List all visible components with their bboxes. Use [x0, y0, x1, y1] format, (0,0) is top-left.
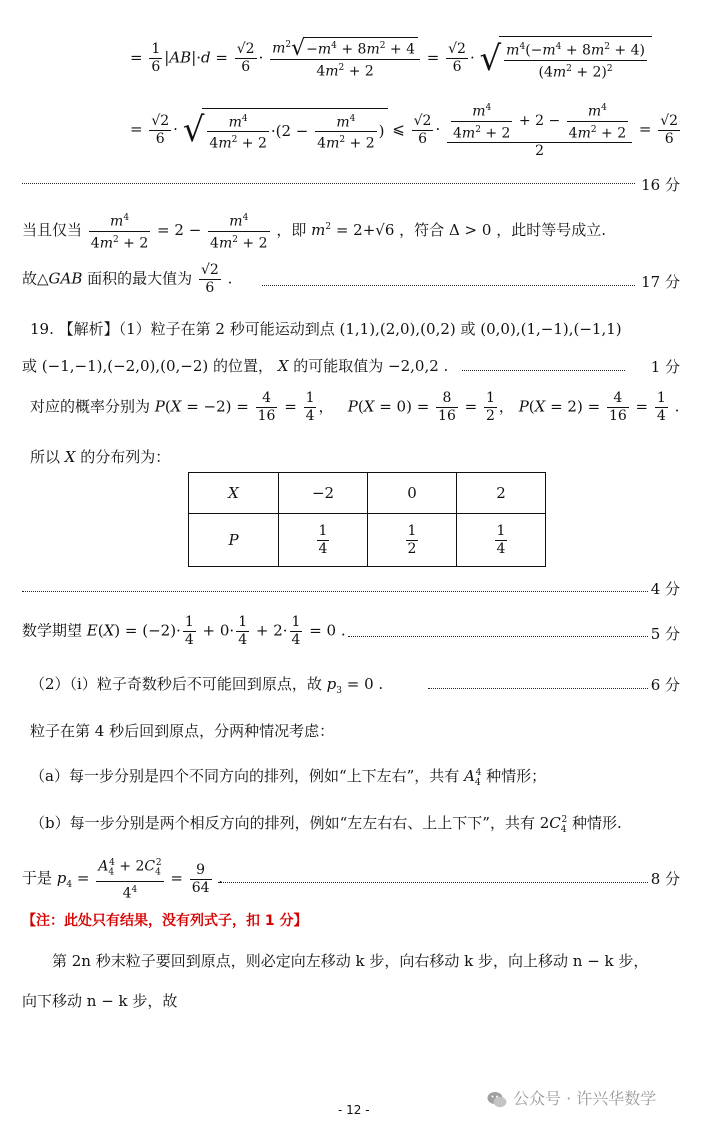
dotted-leader	[218, 882, 648, 883]
expectation-text: 数学期望	[22, 621, 83, 640]
equality-text-b: ，即	[276, 221, 307, 240]
table-header-cell: 0	[368, 473, 457, 514]
score-8: 8 分	[650, 870, 680, 888]
formula-line-1: = $\frac{1}{6}$ |AB|·d = $\frac{√2}{6}$ · $\frac{m^2√-m^4 + 8m^2 + 4}{4m^2 + 2}$ = $\frac{√2}{6}$ · √ $\frac{m^4(-m^4 + 8m^2 + 4)}{(4m^2 + 2)^2}$	[130, 36, 652, 81]
table-cell: $\frac{1}{4}$	[279, 514, 368, 567]
part2-text: （2）（i）粒子奇数秒后不可能回到原点，故	[30, 675, 322, 693]
prob-intro: 对应的概率分别为	[30, 397, 151, 416]
q19-part1-line	[30, 318, 622, 339]
page-number: - 12 -	[338, 1103, 370, 1117]
score-16: 16 分	[641, 176, 680, 194]
q19-line2: 或 (−1,−1),(−2,0),(0,−2) 的位置， X 的可能取值为 −2,0,2 .	[22, 357, 449, 375]
max-area-line: 故△GAB 面积的最大值为 $\frac{√2}{6}$ .	[22, 262, 233, 296]
case-a-line: （a）每一步分别是四个不同方向的排列，例如“上下左右”，共有 $A_4^4$ 种情形；	[30, 767, 547, 788]
distribution-title: 所以 X 的分布列为：	[30, 448, 171, 466]
equality-text-c: ，符合	[399, 221, 445, 240]
equality-text-a: 当且仅当	[22, 221, 83, 240]
score-4: 4 分	[650, 580, 680, 598]
max-area-text-b: 面积的最大值为	[87, 269, 193, 288]
q19-line2b-text: 的可能取值为 −2,0,2 .	[293, 357, 449, 375]
table-header-cell: 2	[457, 473, 546, 514]
table-header-cell: −2	[279, 473, 368, 514]
dotted-leader	[22, 591, 648, 592]
score-6: 6 分	[650, 676, 680, 694]
max-area-text-a: 故△	[22, 269, 49, 288]
case-b-end: 种情形.	[572, 814, 622, 832]
watermark	[487, 1086, 656, 1109]
score-17: 17 分	[641, 273, 680, 291]
last-line-b: 向下移动 n − k 步，故	[22, 992, 178, 1010]
table-cell: $\frac{1}{2}$	[368, 514, 457, 567]
table-cell: $\frac{1}{4}$	[457, 514, 546, 567]
table-header-x: X	[189, 473, 279, 514]
score-1: 1 分	[650, 358, 680, 376]
last-line-a: 第 2n 秒末粒子要回到原点，则必定向左移动 k 步，向右移动 k 步，向上移动 n − k 步，	[52, 952, 649, 970]
distribution-table	[188, 472, 546, 567]
dotted-leader	[262, 285, 635, 286]
q19-head: 19. 【解析】	[30, 320, 119, 338]
case-b-text: （b）每一步分别是两个相反方向的排列，例如“左左右右、上上下下”，共有	[30, 814, 535, 832]
case-a-end: 种情形；	[486, 767, 547, 785]
table-row-label: P	[189, 514, 279, 567]
p4-line: 于是 $p_4$ = $\frac{A_4^4 + 2C_4^2}{4^4}$ = $\frac{9}{64}$ .	[22, 855, 223, 903]
dist-title-a: 所以	[30, 448, 61, 466]
probability-line: 对应的概率分别为 P(X = −2) = $\frac{4}{16}$ = $\frac{1}{4}$ ， P(X = 0) = $\frac{8}{16}$ = $\frac{1}{2}$ ， P(X = 2) = $\frac{4}{16}$ = $\frac{1}{4}$ .	[30, 390, 680, 424]
case-a-text: （a）每一步分别是四个不同方向的排列，例如“上下左右”，共有	[30, 767, 460, 785]
q19-part1-text: （1）粒子在第 2 秒可能运动到点 (1,1),(2,0),(0,2) 或 (0,0),(1,−1),(−1,1)	[118, 320, 622, 338]
equality-condition: 当且仅当 $\frac{m^4}{4m^2 + 2}$ = 2 − $\frac{m^4}{4m^2 + 2}$ ，即 $m^2 = 2+√6$ ，符合 Δ > 0 ，此时等号成立.	[22, 210, 606, 252]
watermark-text: 公众号 · 许兴华数学	[513, 1089, 657, 1108]
p4-text: 于是	[22, 869, 53, 888]
part2-line: （2）（i）粒子奇数秒后不可能回到原点，故 $p_3 = 0$ .	[30, 675, 384, 696]
case-b-line: （b）每一步分别是两个相反方向的排列，例如“左左右右、上上下下”，共有 $2C_4^2$ 种情形.	[30, 814, 622, 835]
table-row	[189, 514, 546, 567]
deduction-note: 【注：此处只有结果，没有列式子，扣 1 分】	[22, 913, 308, 929]
dotted-leader	[462, 370, 625, 371]
dist-title-b: 的分布列为：	[80, 448, 171, 466]
expectation-line: 数学期望 E(X) = (−2)· $\frac{1}{4}$ + 0· $\frac{1}{4}$ + 2· $\frac{1}{4}$ = 0 .	[22, 614, 346, 648]
formula-line-2: = $\frac{√2}{6}$ · √ $\frac{m^4}{4m^2 + 2}$ ·(2 − $\frac{m^4}{4m^2 + 2}$ ) ⩽ $\frac{√2}{6}$ · $\frac{m^4}{4m^2 + 2}$ + 2 − $\frac{m^4}{4m^2 + 2}$ 2 = $\frac{√2}{6}$	[130, 100, 682, 160]
dotted-leader	[348, 636, 648, 637]
score-5: 5 分	[650, 625, 680, 643]
q19-line2-text: 或 (−1,−1),(−2,0),(0,−2) 的位置，	[22, 357, 274, 375]
equality-text-d: ，此时等号成立.	[496, 221, 606, 240]
dotted-leader	[428, 688, 648, 689]
table-header-row	[189, 473, 546, 514]
dotted-leader	[22, 183, 635, 184]
wechat-icon	[487, 1091, 507, 1109]
fourth-second-line: 粒子在第 4 秒后回到原点，分两种情况考虑：	[30, 722, 335, 740]
